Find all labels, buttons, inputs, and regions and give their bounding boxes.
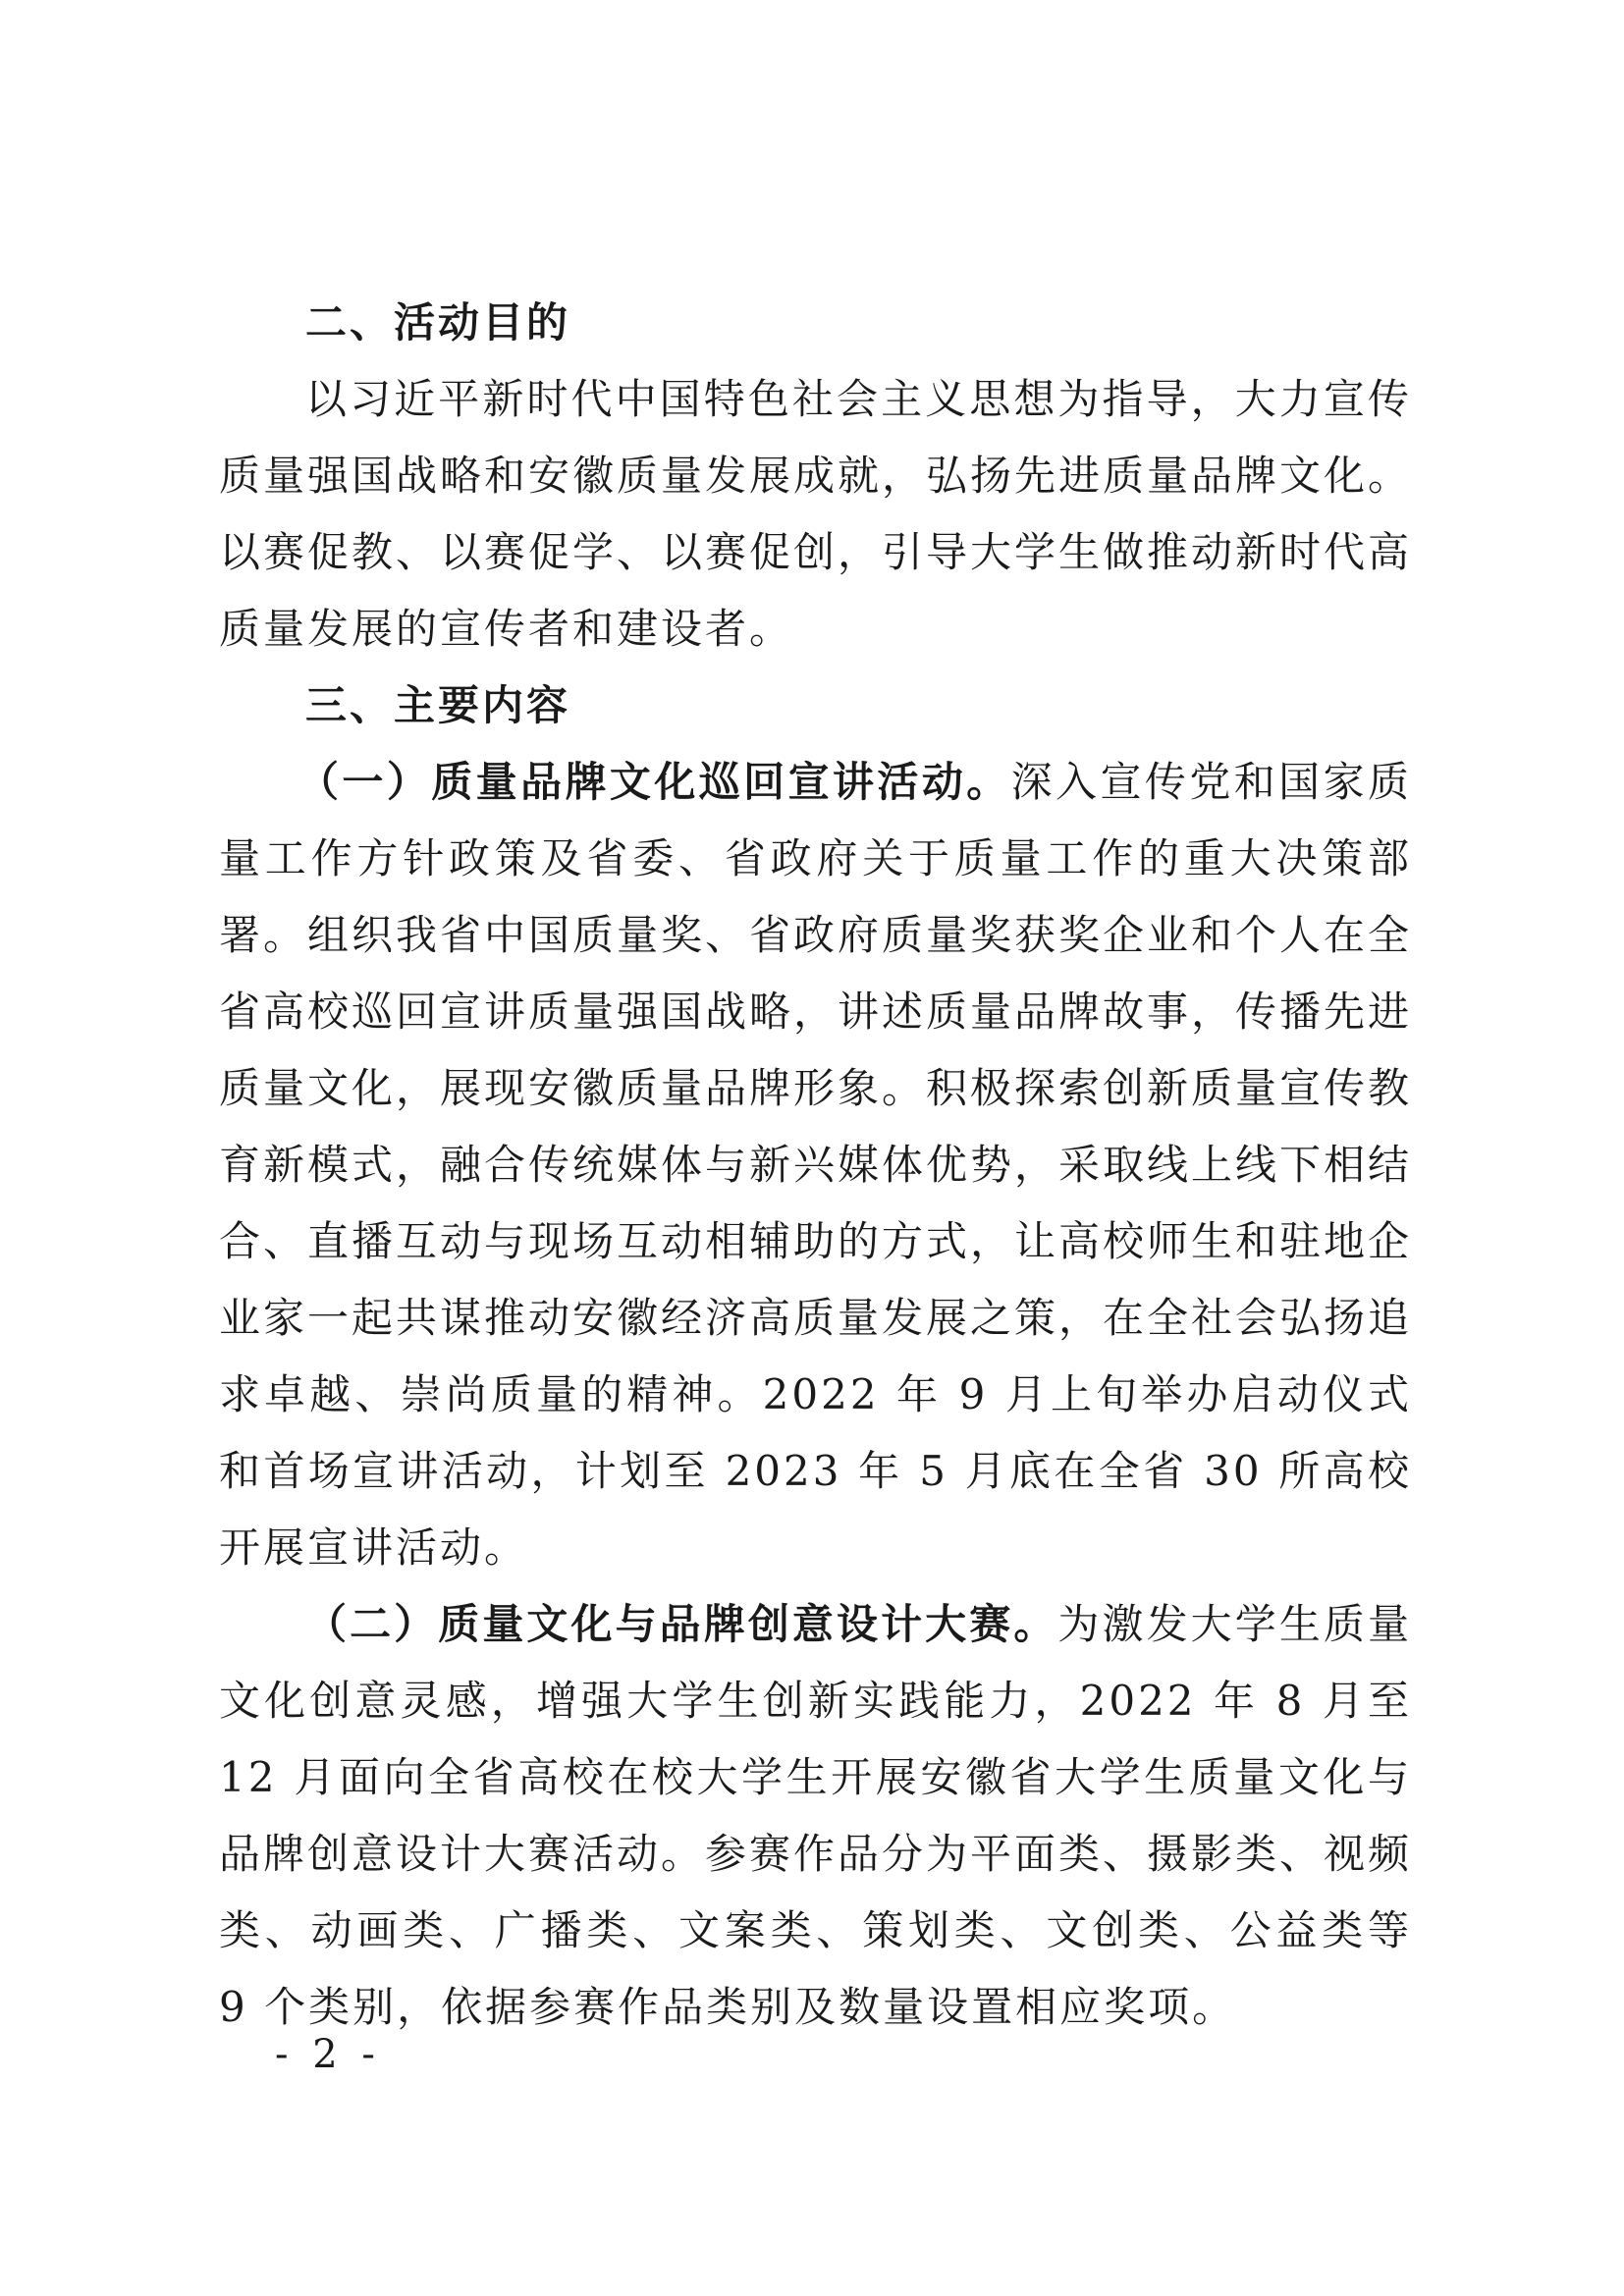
section-2-heading: 二、活动目的 xyxy=(305,298,571,347)
section-3-item-1-body: 深入宣传党和国家质量工作方针政策及省委、省政府关于质量工作的重大决策部署。组织我省中国质量奖、省政府质量奖获奖企业和个人在全省高校巡回宣讲质量强国战略，讲述质量品牌故事，传播先进质量文化，展现安徽质量品牌形象。积极探索创新质量宣传教育新模式，融合传统媒体与新兴媒体优势，采取线上线下相结合、直播互动与现场互动相辅助的方式，让高校师生和驻地企业家一起共谋推动安徽经济高质量发展之策，在全社会弘扬追求卓越、崇尚质量的精神。2022 年 9 月上旬举办启动仪式和首场宣讲活动，计划至 2023 年 5 月底在全省 30 所高校开展宣讲活动。 xyxy=(219,758,1413,1572)
section-3-item-2-lead: （二）质量文化与品牌创意设计大赛。 xyxy=(305,1600,1058,1648)
section-3-item-2-body: 为激发大学生质量文化创意灵感，增强大学生创新实践能力，2022 年 8 月至 12 月面向全省高校在校大学生开展安徽省大学生质量文化与品牌创意设计大赛活动。参赛作品分为平面类、摄影类、视频类、动画类、广播类、文案类、策划类、文创类、公益类等 9 个类别，依据参赛作品类别及数量设置相应奖项。 xyxy=(219,1600,1413,2031)
section-3-heading: 三、主要内容 xyxy=(305,681,571,729)
document-body xyxy=(219,285,1412,2046)
section-2-paragraph: 以习近平新时代中国特色社会主义思想为指导，大力宣传质量强国战略和安徽质量发展成就，弘扬先进质量品牌文化。以赛促教、以赛促学、以赛促创，引导大学生做推动新时代高质量发展的宣传者和建设者。 xyxy=(219,375,1413,653)
section-3-item-1-paragraph xyxy=(219,744,1412,1586)
section-3-item-2-paragraph xyxy=(219,1586,1412,2046)
section-3-item-1-lead: （一）质量品牌文化巡回宣讲活动。 xyxy=(298,758,1011,806)
page-number: - 2 - xyxy=(275,2032,381,2077)
